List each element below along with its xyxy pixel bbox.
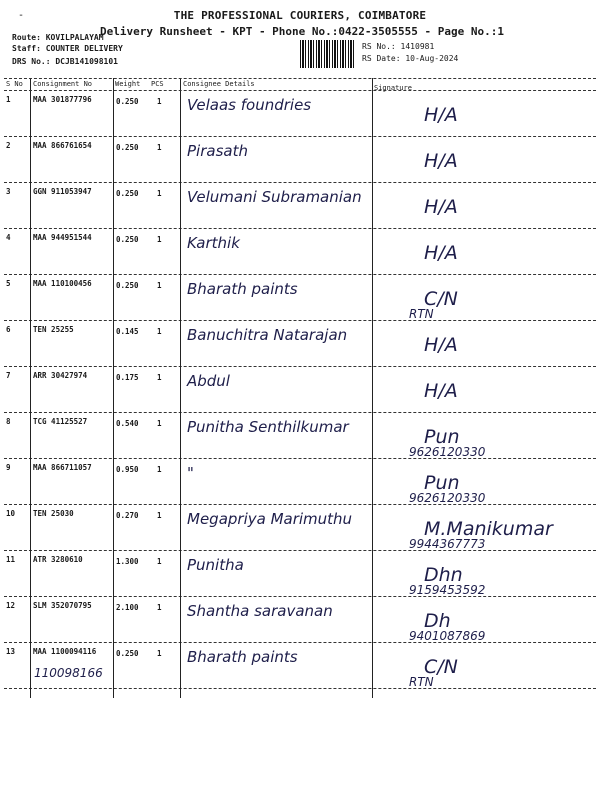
staff-label: Staff:	[12, 44, 41, 53]
row-pcs: 1	[157, 511, 162, 520]
rs-date-label: RS Date:	[362, 54, 401, 63]
header-weight: Weight	[115, 80, 141, 88]
row-weight: 0.250	[116, 189, 139, 198]
route-line	[12, 33, 104, 42]
row-pcs: 1	[157, 603, 162, 612]
row-sno: 7	[6, 371, 11, 380]
row-weight: 0.250	[116, 143, 139, 152]
row-sno: 5	[6, 279, 11, 288]
row-consignee: Karthik	[187, 234, 240, 252]
row-signature: H/A	[424, 150, 458, 172]
row-divider	[4, 412, 596, 413]
row-consignee: Megapriya Marimuthu	[187, 510, 353, 528]
row-sno: 11	[6, 555, 16, 564]
row-weight: 0.250	[116, 281, 139, 290]
row-consignment: TEN 25030	[33, 509, 74, 518]
row-pcs: 1	[157, 189, 162, 198]
row-signature: H/A	[424, 104, 458, 126]
column-divider	[30, 78, 31, 698]
row-divider	[4, 320, 596, 321]
row-sno: 12	[6, 601, 16, 610]
row-weight: 0.250	[116, 235, 139, 244]
row-weight: 0.250	[116, 649, 139, 658]
row-sno: 6	[6, 325, 11, 334]
dash-mark: -	[18, 10, 25, 21]
drs-value: DCJB141098101	[55, 57, 118, 66]
row-signature: C/N	[424, 656, 458, 678]
route-label: Route:	[12, 33, 41, 42]
row-signature: M.Manikumar	[424, 518, 553, 540]
row-consignee: Bharath paints	[187, 648, 298, 666]
row-consignment: ATR 3280610	[33, 555, 83, 564]
row-divider	[4, 550, 596, 551]
header-sno: S No	[6, 80, 23, 88]
row-signature: H/A	[424, 334, 458, 356]
row-divider	[4, 596, 596, 597]
row-consignee: Abdul	[187, 372, 230, 390]
row-consignment: MAA 944951544	[33, 233, 92, 242]
row-consignee: Velumani Subramanian	[187, 188, 362, 206]
row-weight: 0.950	[116, 465, 139, 474]
column-divider	[180, 78, 181, 698]
row-signature: Dhn	[424, 564, 463, 586]
row-divider	[4, 274, 596, 275]
row-weight: 0.270	[116, 511, 139, 520]
row-signature-extra: 9626120330	[409, 491, 486, 505]
row-consignment: MAA 110100456	[33, 279, 92, 288]
row-weight: 0.540	[116, 419, 139, 428]
rs-no-line	[362, 42, 434, 51]
header-signature: Signature	[374, 84, 412, 92]
column-divider	[372, 78, 373, 698]
row-consignment: MAA 866711057	[33, 463, 92, 472]
row-note: 110098166	[34, 666, 103, 680]
row-consignment: SLM 352070795	[33, 601, 92, 610]
row-divider	[4, 458, 596, 459]
row-consignee: Punitha Senthilkumar	[187, 418, 349, 436]
row-signature: Pun	[424, 426, 460, 448]
document-subtitle: Delivery Runsheet - KPT - Phone No.:0422-3505555 - Page No.:1	[100, 25, 504, 38]
row-signature: H/A	[424, 380, 458, 402]
row-consignee: Banuchitra Natarajan	[187, 326, 348, 344]
row-consignment: MAA 866761654	[33, 141, 92, 150]
row-consignee: Punitha	[187, 556, 244, 574]
row-signature-extra: RTN	[409, 307, 434, 321]
rs-no-value: 1410981	[400, 42, 435, 51]
row-divider	[4, 182, 596, 183]
drs-label: DRS No.:	[12, 57, 51, 66]
drs-line	[12, 57, 118, 66]
runsheet-table	[4, 78, 596, 698]
row-consignment: MAA 1100094116	[33, 647, 97, 656]
row-signature-extra: 9944367773	[409, 537, 486, 551]
row-divider	[4, 688, 596, 689]
document-title: THE PROFESSIONAL COURIERS, COIMBATORE	[173, 9, 427, 22]
row-weight: 2.100	[116, 603, 139, 612]
row-consignee: Shantha saravanan	[187, 602, 333, 620]
row-consignee: Bharath paints	[187, 280, 298, 298]
rs-date-line	[362, 54, 458, 63]
route-value: KOVILPALAYAM	[45, 33, 104, 42]
header-consignment: Consignment No	[33, 80, 93, 88]
row-signature-extra: RTN	[409, 675, 434, 689]
row-consignment: TEN 25255	[33, 325, 74, 334]
header-pcs: PCS	[151, 80, 164, 88]
row-signature-extra: 9159453592	[409, 583, 486, 597]
row-pcs: 1	[157, 465, 162, 474]
row-divider	[4, 78, 596, 79]
row-sno: 1	[6, 95, 11, 104]
row-sno: 10	[6, 509, 16, 518]
row-sno: 3	[6, 187, 11, 196]
row-divider	[4, 642, 596, 643]
row-weight: 0.175	[116, 373, 139, 382]
row-sno: 13	[6, 647, 16, 656]
row-sno: 8	[6, 417, 11, 426]
row-sno: 9	[6, 463, 11, 472]
row-signature: Pun	[424, 472, 460, 494]
row-weight: 0.250	[116, 97, 139, 106]
row-divider	[4, 228, 596, 229]
row-pcs: 1	[157, 281, 162, 290]
rs-date-value: 10-Aug-2024	[405, 54, 459, 63]
row-pcs: 1	[157, 557, 162, 566]
row-pcs: 1	[157, 235, 162, 244]
row-pcs: 1	[157, 97, 162, 106]
column-divider	[113, 78, 114, 698]
row-sno: 2	[6, 141, 11, 150]
row-pcs: 1	[157, 419, 162, 428]
row-signature: H/A	[424, 242, 458, 264]
row-divider	[4, 504, 596, 505]
row-divider	[4, 136, 596, 137]
row-consignee: Pirasath	[187, 142, 248, 160]
staff-line	[12, 44, 123, 53]
row-signature: H/A	[424, 196, 458, 218]
row-consignment: MAA 301877796	[33, 95, 92, 104]
row-consignee: Velaas foundries	[187, 96, 312, 114]
staff-value: COUNTER DELIVERY	[45, 44, 123, 53]
row-pcs: 1	[157, 143, 162, 152]
row-weight: 0.145	[116, 327, 139, 336]
row-sno: 4	[6, 233, 11, 242]
barcode-image	[300, 40, 355, 68]
row-signature: Dh	[424, 610, 451, 632]
row-signature: C/N	[424, 288, 458, 310]
row-signature-extra: 9401087869	[409, 629, 486, 643]
row-divider	[4, 366, 596, 367]
row-consignee: "	[187, 464, 194, 482]
row-divider	[4, 90, 596, 91]
rs-no-label: RS No.:	[362, 42, 396, 51]
row-signature-extra: 9626120330	[409, 445, 486, 459]
row-consignment: TCG 41125527	[33, 417, 88, 426]
row-weight: 1.300	[116, 557, 139, 566]
row-pcs: 1	[157, 649, 162, 658]
header-details: Consignee Details	[183, 80, 255, 88]
row-consignment: GGN 911053947	[33, 187, 92, 196]
row-pcs: 1	[157, 327, 162, 336]
row-consignment: ARR 30427974	[33, 371, 88, 380]
row-pcs: 1	[157, 373, 162, 382]
